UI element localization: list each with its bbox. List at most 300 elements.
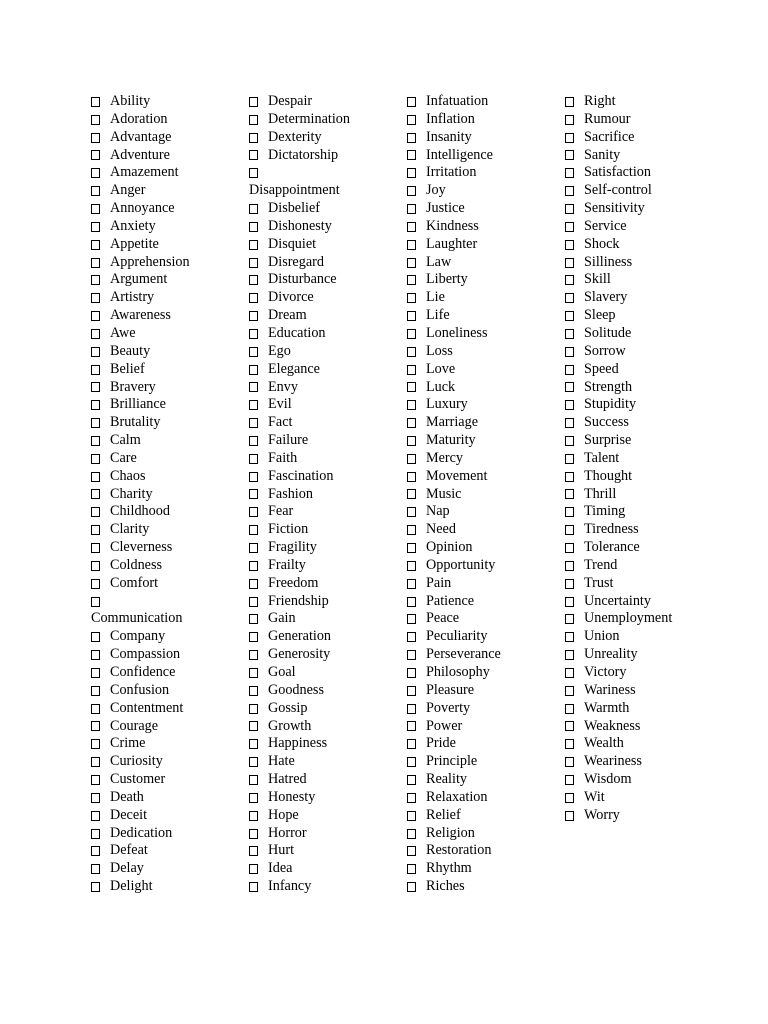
word-label: Comfort	[110, 574, 159, 591]
word-label: Irritation	[426, 164, 477, 181]
word-label: Disregard	[268, 253, 324, 270]
list-item	[407, 271, 501, 289]
checkbox-icon	[565, 721, 574, 731]
checkbox-icon	[249, 686, 258, 696]
word-label: Crime	[110, 735, 146, 752]
checkbox-icon	[249, 739, 258, 749]
word-label: Divorce	[268, 289, 314, 306]
list-item	[91, 468, 190, 486]
checkbox-icon	[565, 97, 574, 107]
checkbox-icon	[91, 133, 100, 143]
word-label: Satisfaction	[584, 164, 651, 181]
word-label: Stupidity	[584, 396, 637, 413]
word-label: Marriage	[426, 414, 478, 431]
list-item	[565, 664, 672, 682]
checkbox-icon	[407, 793, 416, 803]
list-item	[91, 361, 190, 379]
word-label: Disbelief	[268, 200, 321, 217]
checkbox-icon	[407, 275, 416, 285]
word-label: Anxiety	[110, 217, 156, 234]
checkbox-icon	[249, 150, 258, 160]
checkbox-icon	[249, 829, 258, 839]
checkbox-icon	[91, 507, 100, 517]
word-label: Delight	[110, 878, 153, 895]
word-label: Annoyance	[110, 200, 175, 217]
list-item	[407, 432, 501, 450]
word-label: Care	[110, 449, 137, 466]
checkbox-icon	[407, 329, 416, 339]
list-item	[249, 878, 350, 896]
checkbox-icon	[91, 632, 100, 642]
word-label: Company	[110, 628, 166, 645]
checkbox-icon	[249, 793, 258, 803]
list-item	[91, 521, 190, 539]
word-label: Dedication	[110, 824, 173, 841]
list-item	[565, 539, 672, 557]
checkbox-icon	[407, 186, 416, 196]
word-label: Communication	[91, 610, 183, 627]
checkbox-icon	[91, 561, 100, 571]
list-item	[91, 825, 190, 843]
list-item	[249, 271, 350, 289]
word-column-1	[91, 93, 190, 896]
list-item	[249, 486, 350, 504]
checkbox-icon	[565, 400, 574, 410]
word-label: Dictatorship	[268, 146, 339, 163]
list-item	[565, 610, 672, 628]
list-item	[91, 557, 190, 575]
checkbox-icon	[407, 632, 416, 642]
checkbox-icon	[407, 382, 416, 392]
checkbox-icon	[407, 240, 416, 250]
list-item	[407, 325, 501, 343]
word-label: Worry	[584, 806, 620, 823]
word-label: Joy	[426, 182, 446, 199]
checkbox-icon	[407, 561, 416, 571]
list-item	[407, 450, 501, 468]
list-item	[407, 503, 501, 521]
checkbox-icon	[565, 150, 574, 160]
word-label: Disappointment	[249, 182, 340, 199]
checkbox-icon	[91, 668, 100, 678]
word-label: Clarity	[110, 521, 150, 538]
word-label: Curiosity	[110, 753, 163, 770]
list-item	[249, 307, 350, 325]
list-item	[565, 557, 672, 575]
checkbox-icon	[565, 365, 574, 375]
word-label: Self-control	[584, 182, 652, 199]
word-label: Confusion	[110, 681, 170, 698]
word-label: Luxury	[426, 396, 468, 413]
checkbox-icon	[249, 632, 258, 642]
list-item	[91, 860, 190, 878]
checkbox-icon	[249, 721, 258, 731]
checkbox-icon	[565, 418, 574, 428]
list-item	[407, 682, 501, 700]
word-label: Tolerance	[584, 539, 640, 556]
word-label: Gossip	[268, 699, 308, 716]
list-item	[91, 236, 190, 254]
list-item	[91, 182, 190, 200]
word-label: Customer	[110, 771, 166, 788]
list-item	[407, 200, 501, 218]
checkbox-icon	[249, 115, 258, 125]
word-label: Victory	[584, 664, 627, 680]
list-item	[565, 700, 672, 718]
list-item	[91, 807, 190, 825]
word-label: Death	[110, 788, 144, 805]
checkbox-icon	[565, 258, 574, 268]
list-item	[91, 753, 190, 771]
word-label: Principle	[426, 753, 478, 770]
checkbox-icon	[565, 543, 574, 553]
checkbox-icon	[91, 757, 100, 767]
list-item	[91, 432, 190, 450]
list-item	[249, 610, 350, 628]
list-item	[407, 593, 501, 611]
word-label: Union	[584, 628, 620, 645]
word-label: Defeat	[110, 842, 148, 859]
list-item	[91, 200, 190, 218]
list-item	[249, 539, 350, 557]
word-label: Education	[268, 324, 326, 341]
checkbox-icon	[249, 97, 258, 107]
word-label: Life	[426, 307, 450, 324]
checkbox-icon	[565, 668, 574, 678]
checkbox-icon	[407, 204, 416, 214]
list-item	[565, 753, 672, 771]
list-item	[407, 789, 501, 807]
list-item	[407, 414, 501, 432]
checkbox-icon	[565, 293, 574, 303]
list-item	[91, 664, 190, 682]
word-label: Horror	[268, 824, 307, 841]
list-item	[249, 129, 350, 147]
checkbox-icon	[565, 775, 574, 785]
word-label: Silliness	[584, 253, 633, 270]
checkbox-icon	[407, 311, 416, 321]
list-item	[565, 379, 672, 397]
word-label: Riches	[426, 878, 465, 895]
list-item	[91, 343, 190, 361]
checkbox-icon	[91, 454, 100, 464]
list-item	[249, 200, 350, 218]
list-item	[249, 503, 350, 521]
checkbox-icon	[249, 597, 258, 607]
word-label: Happiness	[268, 735, 328, 752]
list-item	[249, 93, 350, 111]
list-item	[249, 771, 350, 789]
word-label: Confidence	[110, 664, 176, 680]
checkbox-icon	[91, 882, 100, 892]
list-item	[249, 789, 350, 807]
word-label: Generation	[268, 628, 332, 645]
list-item	[249, 557, 350, 575]
word-label: Nap	[426, 503, 450, 520]
list-item	[249, 646, 350, 664]
word-label: Uncertainty	[584, 592, 651, 609]
list-item	[249, 664, 350, 682]
checkbox-icon	[91, 222, 100, 232]
checkbox-icon	[565, 472, 574, 482]
word-label: Fiction	[268, 521, 309, 538]
word-label: Insanity	[426, 128, 472, 145]
word-label: Trust	[584, 574, 614, 591]
list-item	[565, 468, 672, 486]
checkbox-icon	[91, 168, 100, 178]
word-label: Fear	[268, 503, 294, 520]
checkbox-icon	[565, 811, 574, 821]
list-item	[565, 236, 672, 254]
word-label: Wit	[584, 788, 605, 805]
word-label: Service	[584, 217, 627, 234]
checkbox-icon	[91, 97, 100, 107]
list-item	[565, 164, 672, 182]
word-label: Fashion	[268, 485, 313, 502]
word-label: Appetite	[110, 235, 159, 252]
word-label: Sleep	[584, 307, 616, 324]
word-label: Dream	[268, 307, 307, 324]
word-label: Delay	[110, 860, 144, 877]
list-item	[565, 789, 672, 807]
list-item	[407, 646, 501, 664]
list-item	[91, 325, 190, 343]
list-item	[249, 182, 350, 200]
checkbox-icon	[249, 382, 258, 392]
checkbox-icon	[249, 418, 258, 428]
checkbox-icon	[91, 275, 100, 285]
list-item	[249, 396, 350, 414]
word-label: Opportunity	[426, 556, 496, 573]
list-item	[249, 521, 350, 539]
checkbox-icon	[407, 400, 416, 410]
list-item	[565, 147, 672, 165]
word-label: Cleverness	[110, 539, 173, 556]
checkbox-icon	[91, 793, 100, 803]
checkbox-icon	[249, 650, 258, 660]
word-label: Power	[426, 717, 463, 734]
checkbox-icon	[407, 472, 416, 482]
word-label: Adventure	[110, 146, 170, 163]
word-label: Tiredness	[584, 521, 639, 538]
checkbox-icon	[91, 489, 100, 499]
checkbox-icon	[565, 686, 574, 696]
checkbox-icon	[565, 757, 574, 767]
checkbox-icon	[249, 275, 258, 285]
list-item	[249, 414, 350, 432]
list-item	[407, 486, 501, 504]
word-label: Goal	[268, 664, 296, 680]
list-item	[565, 486, 672, 504]
word-label: Liberty	[426, 271, 468, 288]
word-label: Pride	[426, 735, 456, 752]
checkbox-icon	[91, 704, 100, 714]
checkbox-icon	[249, 846, 258, 856]
word-label: Right	[584, 93, 616, 109]
checkbox-icon	[565, 614, 574, 624]
checkbox-icon	[407, 115, 416, 125]
list-item	[407, 147, 501, 165]
list-item	[91, 396, 190, 414]
list-item	[91, 878, 190, 896]
list-item	[407, 878, 501, 896]
word-label: Sacrifice	[584, 128, 635, 145]
list-item	[249, 575, 350, 593]
list-item	[91, 111, 190, 129]
list-item	[407, 664, 501, 682]
list-item	[91, 503, 190, 521]
word-label: Failure	[268, 432, 309, 449]
checkbox-icon	[91, 311, 100, 321]
checkbox-icon	[91, 739, 100, 749]
word-label: Unemployment	[584, 610, 673, 627]
word-label: Restoration	[426, 842, 492, 859]
list-item	[91, 646, 190, 664]
list-item	[249, 254, 350, 272]
list-item	[407, 289, 501, 307]
word-label: Religion	[426, 824, 475, 841]
word-label: Peculiarity	[426, 628, 488, 645]
list-item	[91, 254, 190, 272]
list-item	[91, 539, 190, 557]
list-item	[407, 521, 501, 539]
checkbox-icon	[91, 686, 100, 696]
word-label: Evil	[268, 396, 292, 413]
checkbox-icon	[249, 454, 258, 464]
list-item	[565, 503, 672, 521]
checkbox-icon	[565, 222, 574, 232]
list-item	[249, 236, 350, 254]
word-label: Wealth	[584, 735, 624, 752]
list-item	[249, 147, 350, 165]
word-label: Argument	[110, 271, 168, 288]
word-label: Success	[584, 414, 629, 431]
checkbox-icon	[407, 846, 416, 856]
list-item	[565, 200, 672, 218]
list-item	[407, 361, 501, 379]
checkbox-icon	[91, 382, 100, 392]
list-item	[565, 735, 672, 753]
list-item	[91, 682, 190, 700]
list-item	[249, 450, 350, 468]
word-column-4	[565, 93, 672, 825]
word-label: Fascination	[268, 467, 334, 484]
list-item	[565, 361, 672, 379]
checkbox-icon	[91, 150, 100, 160]
word-label: Weariness	[584, 753, 642, 770]
checkbox-icon	[565, 186, 574, 196]
word-label: Hope	[268, 806, 299, 823]
list-item	[407, 343, 501, 361]
checkbox-icon	[249, 365, 258, 375]
word-label: Chaos	[110, 467, 146, 484]
word-label: Contentment	[110, 699, 184, 716]
checkbox-icon	[249, 258, 258, 268]
checkbox-icon	[249, 507, 258, 517]
checkbox-icon	[249, 311, 258, 321]
checkbox-icon	[565, 436, 574, 446]
word-label: Disquiet	[268, 235, 317, 252]
list-item	[249, 842, 350, 860]
checkbox-icon	[249, 293, 258, 303]
checkbox-icon	[91, 293, 100, 303]
list-item	[407, 557, 501, 575]
word-label: Disturbance	[268, 271, 337, 288]
list-item	[565, 307, 672, 325]
list-item	[565, 575, 672, 593]
checkbox-icon	[249, 579, 258, 589]
word-label: Beauty	[110, 342, 151, 359]
word-label: Loneliness	[426, 324, 488, 341]
word-label: Wariness	[584, 681, 636, 698]
list-item	[91, 610, 190, 628]
checkbox-icon	[249, 204, 258, 214]
word-label: Patience	[426, 592, 475, 609]
list-item	[249, 753, 350, 771]
checkbox-icon	[407, 811, 416, 821]
word-label: Brilliance	[110, 396, 166, 413]
word-label: Idea	[268, 860, 293, 877]
list-item	[91, 93, 190, 111]
word-label: Solitude	[584, 324, 632, 341]
word-label: Belief	[110, 360, 145, 377]
word-label: Lie	[426, 289, 445, 306]
word-label: Calm	[110, 432, 141, 449]
word-label: Poverty	[426, 699, 471, 716]
checkbox-icon	[91, 400, 100, 410]
list-item	[91, 450, 190, 468]
checkbox-icon	[407, 168, 416, 178]
word-label: Coldness	[110, 556, 163, 573]
word-label: Compassion	[110, 646, 181, 663]
list-item	[249, 379, 350, 397]
word-label: Mercy	[426, 449, 464, 466]
list-item	[407, 628, 501, 646]
word-label: Skill	[584, 271, 611, 288]
checkbox-icon	[91, 258, 100, 268]
word-label: Amazement	[110, 164, 179, 181]
checkbox-icon	[249, 329, 258, 339]
checkbox-icon	[91, 472, 100, 482]
word-label: Ability	[110, 93, 151, 109]
list-item	[91, 271, 190, 289]
list-item	[565, 271, 672, 289]
list-item	[565, 450, 672, 468]
checkbox-icon	[565, 525, 574, 535]
word-label: Childhood	[110, 503, 170, 520]
word-label: Envy	[268, 378, 298, 395]
checkbox-icon	[407, 614, 416, 624]
list-item	[565, 325, 672, 343]
checkbox-icon	[565, 579, 574, 589]
checkbox-icon	[91, 543, 100, 553]
word-label: Justice	[426, 200, 465, 217]
checkbox-icon	[249, 561, 258, 571]
checkbox-icon	[565, 311, 574, 321]
list-item	[565, 414, 672, 432]
word-label: Talent	[584, 449, 620, 466]
word-label: Slavery	[584, 289, 628, 306]
checkbox-icon	[91, 204, 100, 214]
list-item	[249, 361, 350, 379]
list-item	[565, 682, 672, 700]
checkbox-icon	[407, 775, 416, 785]
list-item	[407, 753, 501, 771]
checkbox-icon	[407, 543, 416, 553]
list-item	[91, 575, 190, 593]
word-label: Dishonesty	[268, 217, 332, 234]
list-item	[407, 771, 501, 789]
